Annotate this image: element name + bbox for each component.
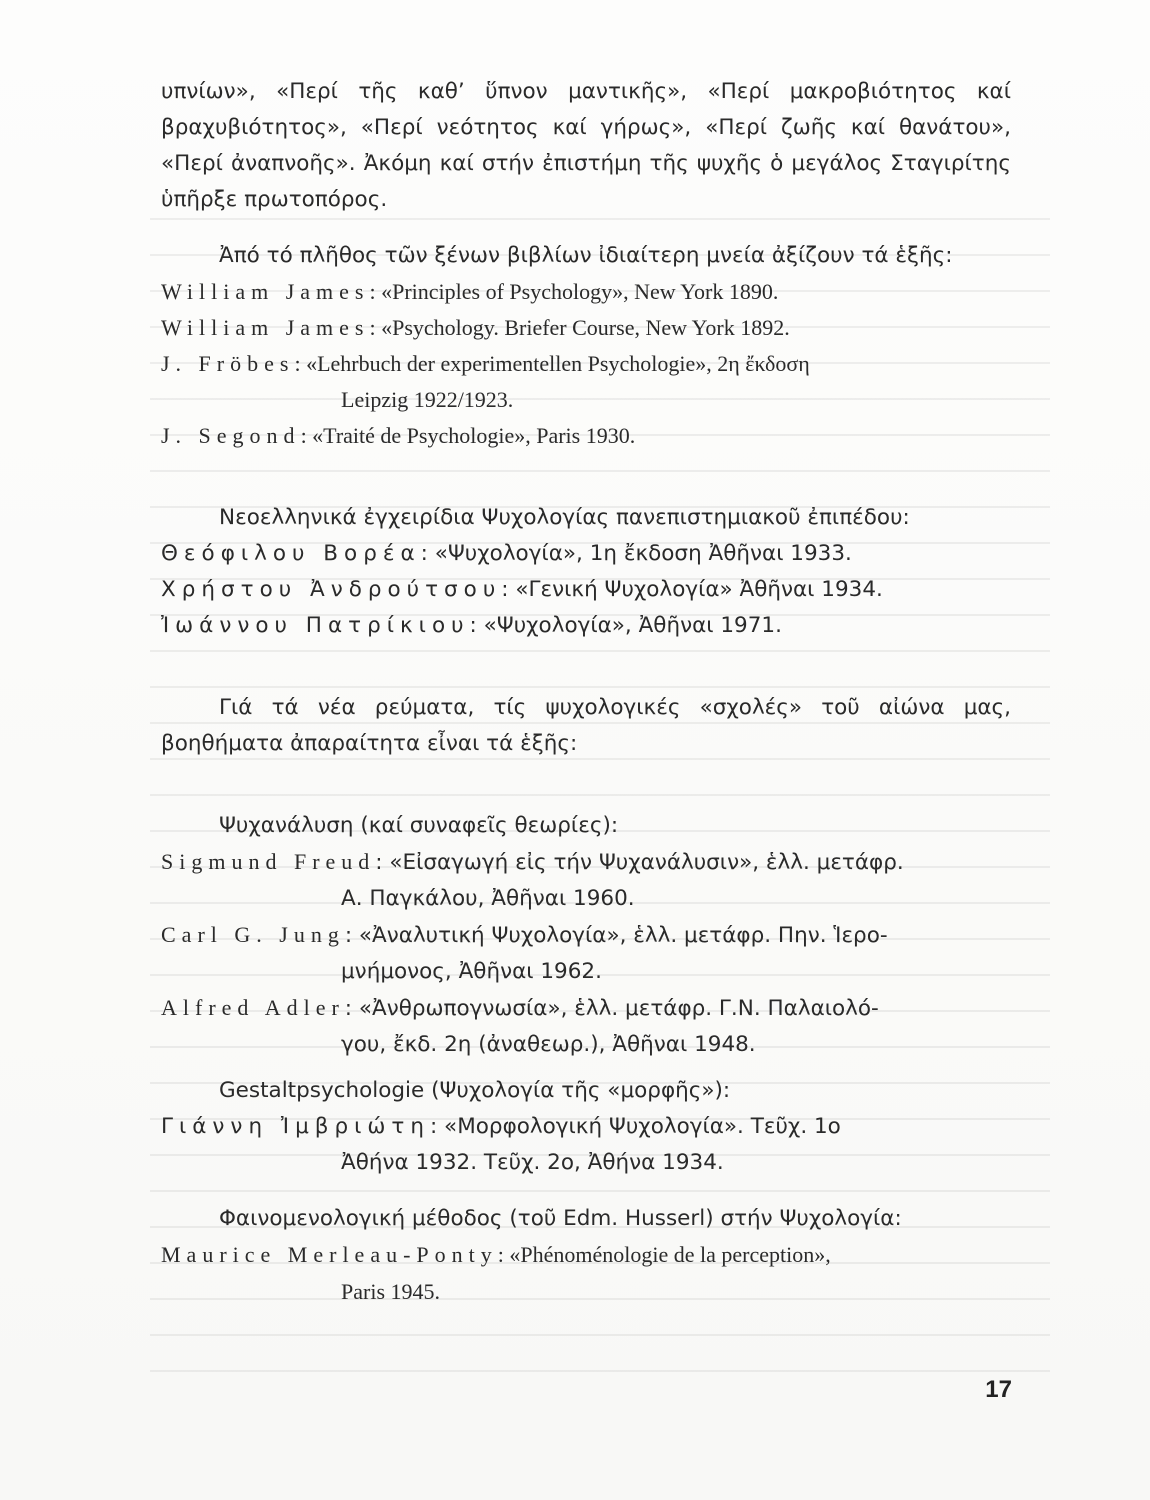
greek-refs-list [161, 536, 1011, 644]
foreign-books-intro: Ἀπό τό πλῆθος τῶν ξένων βιβλίων ἰδιαίτερη μνεία ἀξίζουν τά ἑξῆς: [219, 243, 953, 268]
ref-text: : «Γενική Ψυχολογία» Ἀθῆναι 1934. [501, 577, 883, 602]
ref-item [161, 418, 1011, 454]
ref-text: : «Phénoménologie de la perception», [497, 1242, 831, 1267]
ref-author: Χρήστου Ἀνδρούτσου [161, 577, 502, 602]
ref-author: Γιάννη Ἰμβριώτη [161, 1114, 430, 1139]
ref-item [161, 990, 1011, 1063]
gestalt-refs [161, 1109, 1011, 1181]
page-text [161, 74, 1011, 1310]
ref-item [161, 274, 1011, 310]
ref-author: Maurice Merleau-Ponty [161, 1242, 498, 1267]
ref-item [161, 608, 1011, 644]
ref-continuation: γου, ἔκδ. 2η (ἀναθεωρ.), Ἀθῆναι 1948. [341, 1032, 756, 1057]
psychoanalysis-refs [161, 844, 1011, 1063]
ref-author: William James [161, 315, 370, 340]
phenomenology-heading: Φαινομενολογική μέθοδος (τοῦ Edm. Husserl) στήν Ψυχολογία: [219, 1206, 902, 1231]
page-number: 17 [985, 1376, 1012, 1403]
ref-author: Alfred Adler [161, 995, 345, 1020]
ref-text: : «Principles of Psychology», New York 1890. [369, 279, 779, 304]
ref-item [161, 917, 1011, 990]
ref-text: : «Μορφολογική Ψυχολογία». Τεῦχ. 1ο [429, 1114, 841, 1139]
ref-text: : «Lehrbuch der experimentellen Psychologie», 2η ἔκδοση [294, 351, 810, 376]
ref-item [161, 1109, 1011, 1181]
greek-books-intro: Νεοελληνικά ἐγχειρίδια Ψυχολογίας πανεπιστημιακοῦ ἐπιπέδου: [219, 505, 910, 530]
ref-item [161, 844, 1011, 917]
ref-text: : «Psychology. Briefer Course, New York 1892. [369, 315, 790, 340]
ref-item [161, 536, 1011, 572]
ref-item [161, 310, 1011, 346]
ref-author: Sigmund Freud [161, 849, 376, 874]
ref-item [161, 346, 1011, 418]
ref-text: : «Ψυχολογία», 1η ἔκδοση Ἀθῆναι 1933. [420, 541, 852, 566]
ref-item [161, 572, 1011, 608]
ref-author: Carl G. Jung [161, 922, 345, 947]
ref-continuation: Leipzig 1922/1923. [341, 387, 514, 412]
schools-paragraph: Γιά τά νέα ρεύματα, τίς ψυχολογικές «σχολές» τοῦ αἰώνα μας, βοηθήματα ἀπαραίτητα εἶναι τά ἑξῆς: [161, 695, 1011, 756]
intro-paragraph: υπνίων», «Περί τῆς καθ’ ὕπνον μαντικῆς», «Περί μακροβιότητος καί βραχυβιότητος», «Περί νεότητος καί γήρως», «Περί ζωῆς καί θανάτου», «Περί ἀναπνοῆς». Ἀκόμη καί στήν ἐπιστήμη τῆς ψυχῆς ὁ μεγάλος Σταγιρίτης ὑπῆρξε πρωτοπόρος. [161, 79, 1011, 212]
ref-continuation: Ἀθήνα 1932. Τεῦχ. 2ο, Ἀθήνα 1934. [341, 1150, 724, 1175]
psychoanalysis-heading: Ψυχανάλυση (καί συναφεῖς θεωρίες): [219, 813, 619, 838]
ref-author: William James [161, 279, 370, 304]
ref-continuation: Paris 1945. [341, 1279, 440, 1304]
ref-author: J. Segond [161, 423, 301, 448]
ref-author: Ἰωάννου Πατρίκιου [161, 613, 470, 638]
foreign-refs-list [161, 274, 1011, 454]
ref-text: : «Ψυχολογία», Ἀθῆναι 1971. [469, 613, 782, 638]
ref-text: : «Ἀνθρωπογνωσία», ἑλλ. μετάφρ. Γ.Ν. Παλαιολό- [344, 996, 879, 1021]
ref-continuation: Α. Παγκάλου, Ἀθῆναι 1960. [341, 886, 635, 911]
ref-item [161, 1237, 1011, 1310]
ref-author: J. Fröbes [161, 351, 295, 376]
ref-author: Θεόφιλου Βορέα [161, 541, 421, 566]
ref-text: : «Traité de Psychologie», Paris 1930. [300, 423, 636, 448]
gestalt-heading: Gestaltpsychologie (Ψυχολογία τῆς «μορφῆς»): [219, 1078, 731, 1103]
ref-text: : «Ἀναλυτική Ψυχολογία», ἑλλ. μετάφρ. Πην. Ἱερο- [344, 923, 888, 948]
ref-continuation: μνήμονος, Ἀθῆναι 1962. [341, 959, 602, 984]
phenomenology-refs [161, 1237, 1011, 1310]
ref-text: : «Εἰσαγωγή εἰς τήν Ψυχανάλυσιν», ἑλλ. μετάφρ. [375, 850, 904, 875]
